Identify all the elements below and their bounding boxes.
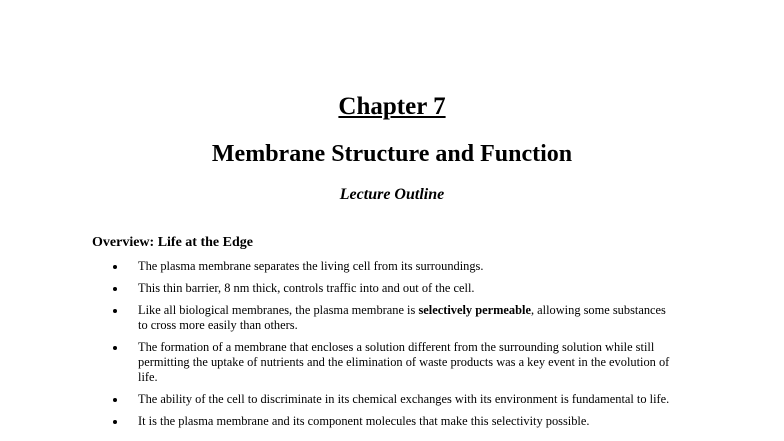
key-term: selectively permeable — [418, 303, 531, 317]
list-item — [112, 392, 672, 407]
list-item — [112, 259, 672, 274]
bullet-icon — [113, 346, 117, 350]
bullet-text: It is the plasma membrane and its component molecules that make this selectivity possible. — [138, 414, 590, 428]
bullet-icon — [113, 420, 117, 424]
list-item — [112, 281, 672, 296]
list-item — [112, 414, 672, 429]
page-title: Membrane Structure and Function — [211, 141, 573, 167]
bullet-icon — [113, 398, 117, 402]
lecture-subtitle: Lecture Outline — [339, 186, 445, 203]
bullet-icon — [113, 287, 117, 291]
list-item — [112, 303, 672, 333]
list-item — [112, 340, 672, 385]
section-heading: Overview: Life at the Edge — [92, 235, 253, 250]
bullet-text: The ability of the cell to discriminate in its chemical exchanges with its environment is fundamental to life. — [138, 392, 670, 406]
bullet-text: Like all biological membranes, the plasma membrane is selectively permeable, allowing some substances to cross more easily than others. — [138, 303, 666, 332]
bullet-list — [112, 259, 672, 436]
bullet-icon — [113, 309, 117, 313]
bullet-text: The formation of a membrane that encloses a solution different from the surrounding solution while still permitting the uptake of nutrients and the elimination of waste products was a key event in the evolution of life. — [138, 340, 670, 384]
bullet-text: This thin barrier, 8 nm thick, controls traffic into and out of the cell. — [138, 281, 475, 295]
bullet-text: The plasma membrane separates the living cell from its surroundings. — [138, 259, 484, 273]
bullet-icon — [113, 265, 117, 269]
chapter-heading: Chapter 7 — [338, 93, 446, 120]
